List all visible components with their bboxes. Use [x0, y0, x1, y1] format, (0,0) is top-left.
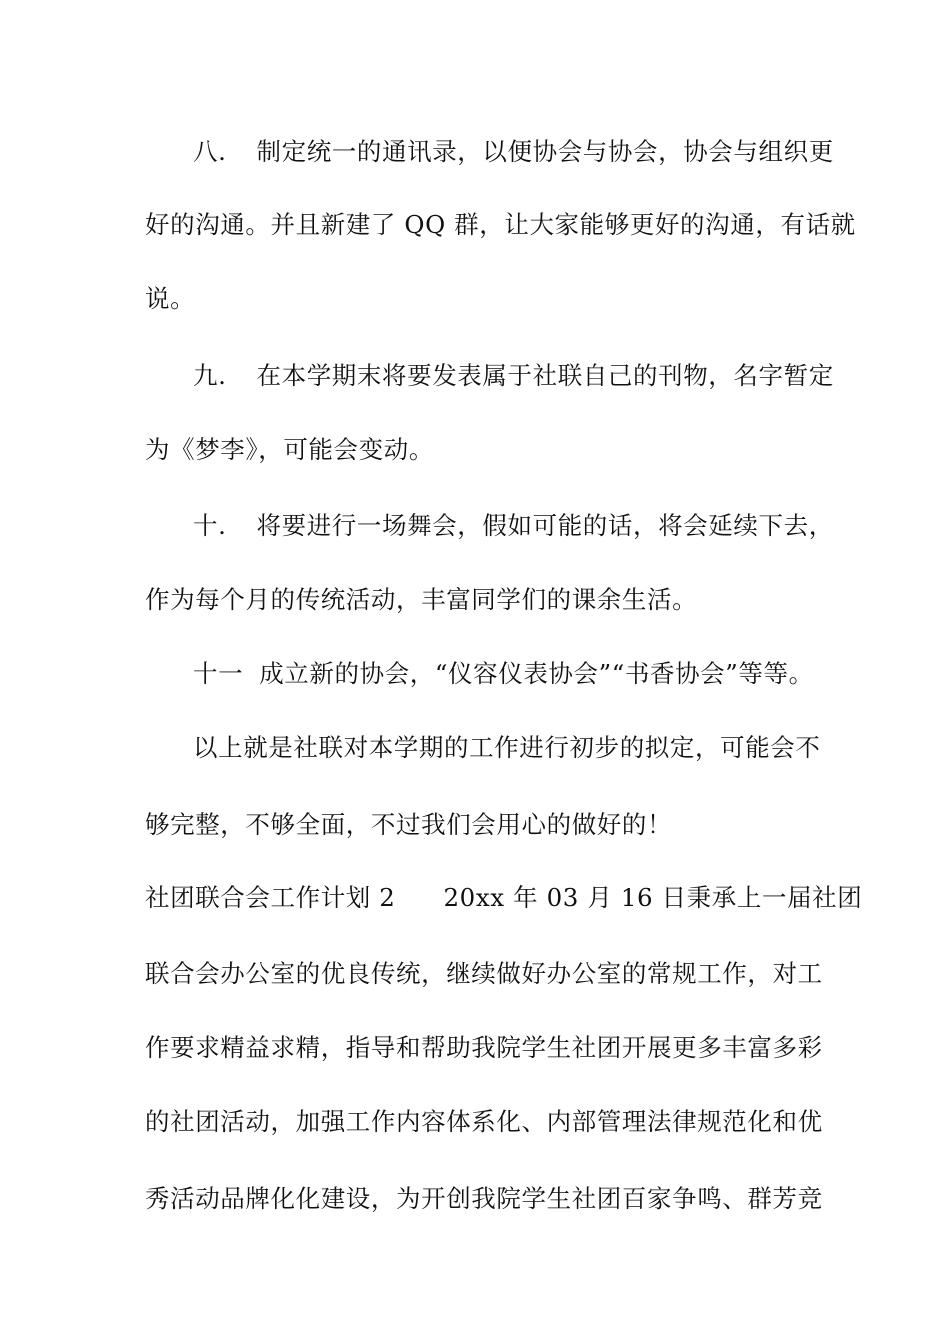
plan2-line-5: 秀活动品牌化化建设，为开创我院学生社团百家争鸣、群芳竞 — [145, 1184, 823, 1213]
plan2-line-2: 联合会办公室的优良传统，继续做好办公室的常规工作，对工 — [145, 959, 823, 988]
item-nine-line-2: 为《梦李》，可能会变动。 — [145, 435, 434, 464]
item-eight-line-2: 好的沟通。并且新建了 QQ 群，让大家能够更好的沟通，有话就 — [145, 210, 856, 239]
item-eleven-text: 成立新的协会，“仪容仪表协会”“书香协会”等等。 — [259, 659, 814, 688]
item-eight-line-1 — [193, 132, 834, 172]
item-eight-text: 制定统一的通讯录，以便协会与协会，协会与组织更 — [256, 137, 834, 166]
plan2-line-4: 的社团活动，加强工作内容体系化、内部管理法律规范化和优 — [145, 1107, 823, 1136]
item-nine-number: 九. — [193, 361, 227, 390]
item-eight-number: 八. — [193, 137, 227, 166]
item-ten-number: 十. — [193, 511, 227, 540]
item-ten-text: 将要进行一场舞会，假如可能的话，将会延续下去， — [256, 511, 834, 540]
plan2-line-1 — [145, 878, 862, 918]
item-eleven-number: 十一 — [193, 659, 244, 688]
plan2-date-text: 20xx 年 03 月 16 日秉承上一届社团 — [443, 883, 863, 912]
item-eleven-line-1 — [193, 654, 814, 694]
closing-line-2: 够完整，不够全面，不过我们会用心的做好的！ — [145, 810, 673, 839]
plan2-line-3: 作要求精益求精，指导和帮助我院学生社团开展更多丰富多彩 — [145, 1033, 823, 1062]
closing-line-1: 以上就是社联对本学期的工作进行初步的拟定，可能会不 — [193, 733, 821, 762]
item-nine-line-1 — [193, 356, 834, 396]
item-ten-line-2: 作为每个月的传统活动，丰富同学们的课余生活。 — [145, 585, 698, 614]
item-nine-text: 在本学期末将要发表属于社联自己的刊物，名字暂定 — [256, 361, 834, 390]
item-eight-line-3: 说。 — [145, 284, 196, 313]
plan2-title: 社团联合会工作计划 2 — [145, 883, 396, 912]
item-ten-line-1 — [193, 506, 834, 546]
